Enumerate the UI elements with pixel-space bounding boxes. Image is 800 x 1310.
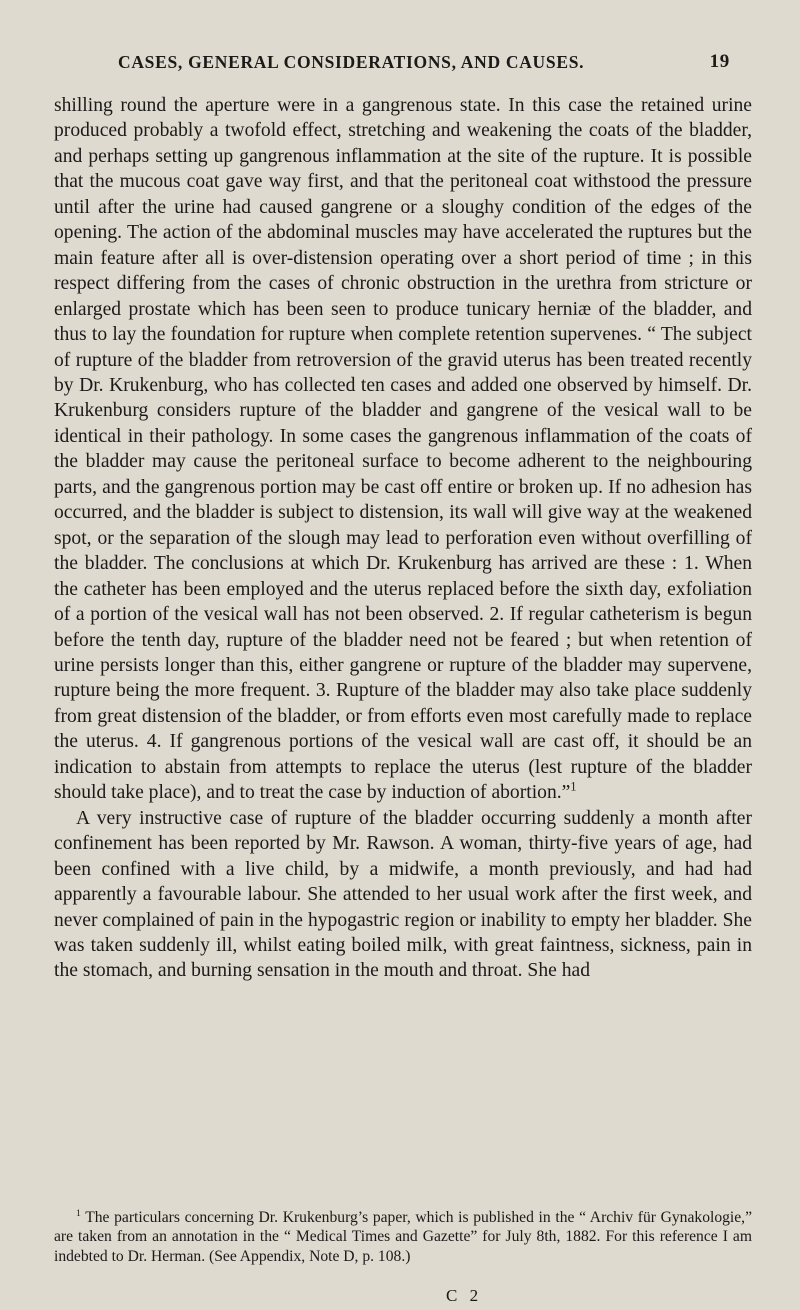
main-text [54,93,752,984]
page-number: 19 [709,51,730,72]
footnote-mark: 1 [76,1207,81,1219]
paragraph [54,93,752,806]
running-head: CASES, GENERAL CONSIDERATIONS, AND CAUSES. [118,52,585,72]
page-header [118,52,730,82]
paragraph: A very instructive case of rupture of the bladder occurring suddenly a month after confinement has been reported by Mr. Rawson. A woman, thirty-five years of age, had been confined with a live child, by a midwife, a month previously, and had had apparently a favourable labour. She attended to her usual work after the first week, and never complained of pain in the hypogastric region or inability to empty her bladder. She was taken suddenly ill, whilst eating boiled milk, with great faintness, sickness, pain in the stomach, and burning sensation in the mouth and throat. She had [54,807,752,982]
footnote-text: The particulars concerning Dr. Krukenburg’s paper, which is published in the “ Archiv für Gynakologie,” are taken from an annotation in the “ Medical Times and Gazette” for July 8th, 1882. For this reference I am indebted to Dr. Herman. (See Appendix, Note D, p. 108.) [54,1209,752,1265]
signature-mark: C 2 [446,1286,483,1305]
footnote [54,1208,752,1266]
paragraph-text: shilling round the aperture were in a gangrenous state. In this case the retained urine produced probably a twofold effect, stretching and weakening the coats of the bladder, and perhaps setting up gangrenous inflammation at the site of the rupture. It is possible that the mucous coat gave way first, and that the peritoneal coat withstood the pressure until after the urine had caused gangrene or a sloughy condition of the edges of the opening. The action of the abdominal muscles may have accelerated the ruptures but the main feature after all is over-distension operating over a short period of time ; in this respect differing from the cases of chronic obstruction in the urethra from stricture or enlarged prostate which has been seen to produce tunicary herniæ of the bladder, and thus to lay the foundation for rupture when complete retention supervenes. “ The subject of rupture of the bladder from retroversion of the gravid uterus has been treated recently by Dr. Krukenburg, who has collected ten cases and added one observed by himself. Dr. Krukenburg considers rupture of the bladder and gangrene of the vesical wall to be identical in their pathology. In some cases the gangrenous inflammation of the coats of the bladder may cause the peritoneal surface to become adherent to the neighbouring parts, and the gangrenous portion may be cast off entire or broken up. If no adhesion has occurred, and the bladder is subject to distension, its wall will give way at the weakened spot, or the separation of the slough may lead to perforation even without overfilling of the bladder. The conclusions at which Dr. Krukenburg has arrived are these : 1. When the catheter has been employed and the uterus replaced before the sixth day, exfoliation of a portion of the vesical wall has not been observed. 2. If regular catheterism is begun before the tenth day, rupture of the bladder need not be feared ; but when retention of urine persists longer than this, either gangrene or rupture of the bladder may supervene, rupture being the more frequent. 3. Rupture of the bladder may also take place suddenly from great distension of the bladder, or from efforts even most carefully made to replace the uterus. 4. If gangrenous portions of the vesical wall are cast off, it should be an indication to abstain from attempts to replace the uterus (lest rupture of the bladder should take place), and to treat the case by induction of abortion.” [54,95,752,804]
footnote-reference: 1 [570,779,577,794]
